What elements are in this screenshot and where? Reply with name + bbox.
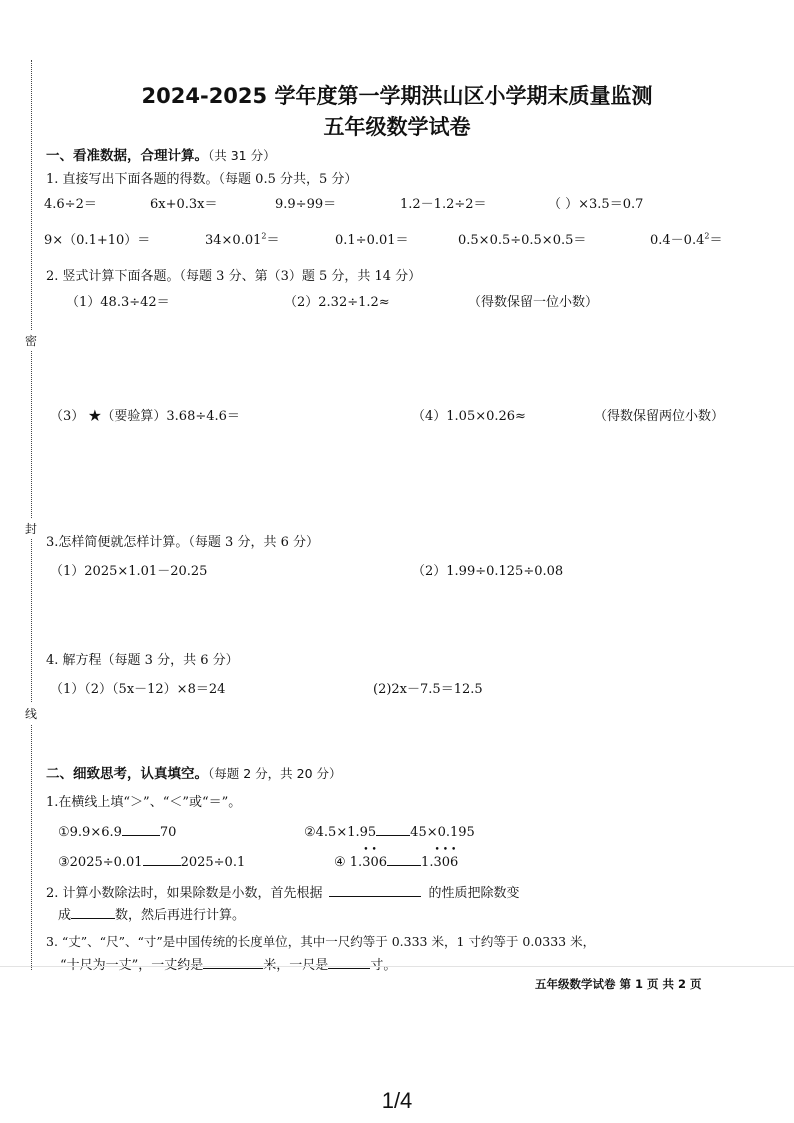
p1-q4-title: 4. 解方程（每题 3 分，共 6 分） <box>46 653 239 668</box>
p2-q1-a <box>58 822 176 840</box>
p1-q1-item-1: 4.6÷2＝ <box>44 197 97 212</box>
binding-seal-feng: 封 <box>25 518 37 539</box>
p1-q3-part1: （1）2025×1.01－20.25 <box>50 564 208 579</box>
part1-points: （共 31 分） <box>208 148 276 163</box>
p2-q2-line2 <box>58 904 245 923</box>
p2-q1-d-pre: ④ 1. <box>334 855 363 870</box>
p2-q1-d-right-pre: 1. <box>421 855 434 870</box>
p2-q1-a-left: ①9.9×6.9 <box>58 825 122 840</box>
p2-q2-line2-post: 数，然后再进行计算。 <box>115 908 246 923</box>
p1-q1-item-3: 9.9÷99＝ <box>275 197 337 212</box>
p2-q1-d-repeating-digit-1: • 3 <box>362 855 370 870</box>
p2-q3-line2 <box>60 954 396 973</box>
p2-q1-d-end: 6 <box>378 855 388 870</box>
p1-q1-item-10-exp: 2 <box>704 231 710 241</box>
p1-q2-part4-note: （得数保留两位小数） <box>594 409 725 424</box>
p1-q1-item-2: 6x+0.3x＝ <box>150 197 218 212</box>
p1-q2-part4: （4）1.05×0.26≈ <box>412 409 526 424</box>
p1-q1-item-6: 9×（0.1+10）＝ <box>44 233 151 248</box>
p2-q1-a-blank[interactable] <box>122 822 160 836</box>
p2-q2-line1 <box>46 882 520 901</box>
p1-q2-part1: （1）48.3÷42＝ <box>66 295 170 310</box>
p1-q3-title: 3.怎样简便就怎样计算。（每题 3 分，共 6 分） <box>46 535 319 550</box>
p1-q1-item-10-base: 0.4－0.4 <box>650 233 705 248</box>
p2-q1-c-right: 2025÷0.1 <box>180 855 246 870</box>
p2-q2-line1-post: 的性质把除数变 <box>428 886 520 901</box>
part2-heading <box>46 762 342 782</box>
part2-points: （每题 2 分，共 20 分） <box>208 766 342 781</box>
p2-q1-c <box>58 852 245 870</box>
p1-q1-item-7 <box>205 229 280 248</box>
p2-q1-d <box>334 852 458 870</box>
p2-q2-blank-2[interactable] <box>71 905 115 919</box>
p2-q3-line1: 3. “丈”、“尺”、“寸”是中国传统的长度单位，其中一尺约等于 0.333 米，1 寸约等于 0.0333 米， <box>46 934 596 949</box>
binding-seal-xian: 线 <box>25 703 37 724</box>
p1-q4-part1: （1）（2）（5x－12）×8＝24 <box>50 682 226 697</box>
p1-q1-item-8: 0.1÷0.01＝ <box>335 233 409 248</box>
p2-q1-a-right: 70 <box>159 825 177 840</box>
p2-q1-d-right-repeating-digit-1: • 3 <box>433 855 441 870</box>
p1-q3-part2: （2）1.99÷0.125÷0.08 <box>412 564 564 579</box>
p2-q1-d-repeating-digit-2: • 0 <box>370 855 378 870</box>
p2-q1-b <box>304 822 475 840</box>
p1-q2-part3: （3） ★（要验算）3.68÷4.6＝ <box>50 409 240 424</box>
p1-q2-part2-note: （得数保留一位小数） <box>468 295 599 310</box>
binding-dotted-line <box>31 60 32 970</box>
part1-heading <box>46 144 276 164</box>
scan-edge-line <box>0 966 794 967</box>
p1-q1-item-7-base: 34×0.01 <box>205 233 262 248</box>
p1-q4-part2: (2)2x－7.5＝12.5 <box>373 682 483 697</box>
p2-q2-blank-1[interactable] <box>329 883 421 897</box>
p2-q1-d-blank[interactable] <box>387 852 421 866</box>
p2-q1-b-right: 45×0.195 <box>410 825 475 840</box>
p1-q1-item-7-eq: ＝ <box>266 233 280 248</box>
p2-q1-b-left: ②4.5×1.95 <box>304 825 377 840</box>
p2-q1-c-left: ③2025÷0.01 <box>58 855 143 870</box>
page-indicator: 1/4 <box>381 1088 413 1113</box>
page-footer: 五年级数学试卷 第 1 页 共 2 页 <box>535 977 702 991</box>
p2-q3-line2-post: 寸。 <box>370 958 397 973</box>
p2-q1-title: 1.在横线上填“＞”、“＜”或“＝”。 <box>46 795 242 810</box>
p2-q3-line2-pre: “十尺为一丈”，一丈约是 <box>60 958 204 973</box>
part2-heading-text: 二、细致思考，认真填空。 <box>46 766 208 782</box>
p2-q1-d-right-repeating-digit-3: • 6 <box>450 855 458 870</box>
part1-heading-text: 一、看准数据，合理计算。 <box>46 148 208 164</box>
p1-q1-item-10 <box>650 229 722 248</box>
p2-q2-line1-pre: 2. 计算小数除法时，如果除数是小数，首先根据 <box>46 886 323 901</box>
p2-q2-line2-pre: 成 <box>58 908 72 923</box>
p2-q1-b-blank[interactable] <box>376 822 410 836</box>
p1-q2-title: 2. 竖式计算下面各题。（每题 3 分、第（3）题 5 分，共 14 分） <box>46 269 422 284</box>
p1-q2-part2: （2）2.32÷1.2≈ <box>284 295 390 310</box>
exam-subtitle: 五年级数学试卷 <box>323 115 471 139</box>
p2-q1-c-blank[interactable] <box>143 852 181 866</box>
p1-q1-item-7-exp: 2 <box>261 231 267 241</box>
exam-title: 2024-2025 学年度第一学期洪山区小学期末质量监测 <box>141 84 653 108</box>
p1-q1-item-10-eq: ＝ <box>709 233 723 248</box>
binding-seal-mi: 密 <box>25 330 37 351</box>
p2-q3-line2-mid: 米，一尺是 <box>263 958 329 973</box>
p1-q1-item-4: 1.2－1.2÷2＝ <box>400 197 487 212</box>
p1-q1-item-9: 0.5×0.5÷0.5×0.5＝ <box>458 233 587 248</box>
p2-q1-d-right-repeating-digit-2: • 0 <box>442 855 450 870</box>
p1-q1-title: 1. 直接写出下面各题的得数。（每题 0.5 分共，5 分） <box>46 172 358 187</box>
p1-q1-item-5: （ ）×3.5＝0.7 <box>548 197 644 212</box>
